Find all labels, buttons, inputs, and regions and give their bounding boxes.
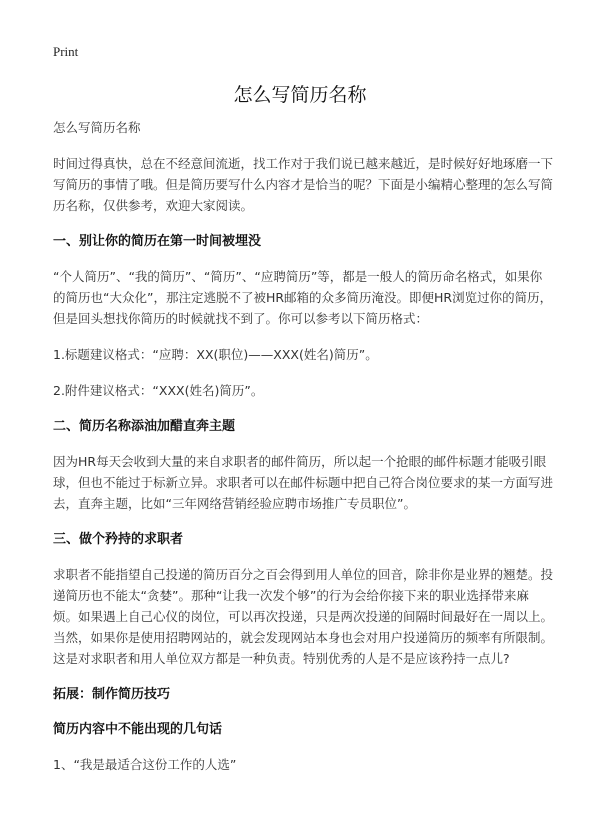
article-body [53,117,553,790]
section-1-item-2: 2.附件建议格式：“XXX(姓名)简历”。 [53,383,264,398]
extension-heading: 拓展：制作简历技巧 [53,687,171,702]
print-link[interactable]: Print [53,44,79,59]
section-heading-1: 一、别让你的简历在第一时间被埋没 [53,234,262,249]
section-1-paragraph: “个人简历”、“我的简历”、“简历”、“应聘简历”等，都是一般人的简历命名格式，如果你的简历也“大众化”，那注定逃脱不了被HR邮箱的众多简历淹没。即便HR浏览过你的简历，但是回头想找你简历的时候就找不到了。你可以参考以下简历格式： [53,269,553,326]
section-3-paragraph: 求职者不能指望自己投递的简历百分之百会得到用人单位的回音，除非你是业界的翘楚。投递简历也不能太“贪婪”。那种“让我一次发个够”的行为会给你接下来的职业选择带来麻烦。如果遇上自己心仪的岗位，可以再次投递，只是两次投递的间隔时间最好在一周以上。当然，如果你是使用招聘网站的，就会发现网站本身也会对用户投递简历的频率有所限制。这是对求职者和用人单位双方都是一种负责。特别优秀的人是不是应该矜持一点儿? [53,567,554,666]
section-heading-3: 三、做个矜持的求职者 [53,532,184,547]
page-title: 怎么写简历名称 [233,84,367,106]
section-1-item-1: 1.标题建议格式：“应聘：XX(职位)——XXX(姓名)简历”。 [53,347,378,362]
section-heading-2: 二、简历名称添油加醋直奔主题 [53,419,236,434]
section-heading-4: 简历内容中不能出现的几句话 [53,722,223,737]
section-2-paragraph: 因为HR每天会收到大量的来自求职者的邮件简历，所以起一个抢眼的邮件标题才能吸引眼球，但也不能过于标新立异。求职者可以在邮件标题中把自己符合岗位要求的某一方面写进去，直奔主题，比如“三年网络营销经验应聘市场推广专员职位”。 [53,454,554,511]
section-4-item-1: 1、“我是最适合这份工作的人选” [53,757,237,772]
article-subtitle: 怎么写简历名称 [53,120,141,135]
intro-paragraph: 时间过得真快，总在不经意间流逝，找工作对于我们说已越来越近，是时候好好地琢磨一下写简历的事情了哦。但是简历要写什么内容才是恰当的呢？下面是小编精心整理的怎么写简历名称，仅供参考，欢迎大家阅读。 [53,156,554,213]
